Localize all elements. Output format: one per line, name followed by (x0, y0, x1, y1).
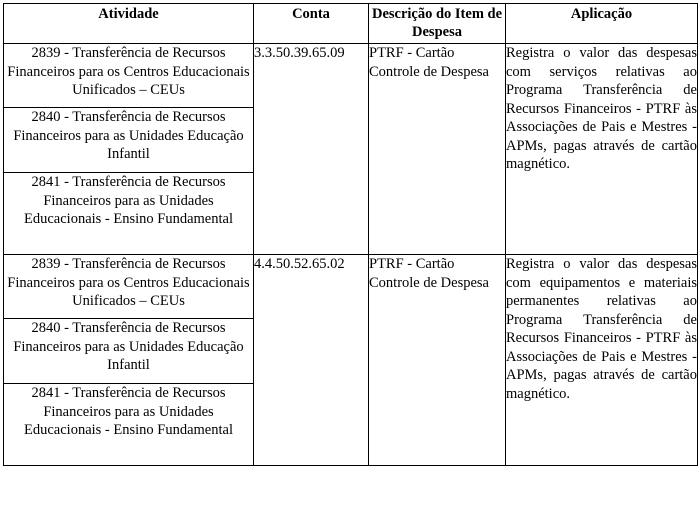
atividade-cell: 2839 - Transferência de Recursos Financeiros para os Centros Educacionais Unificados – CEUs (4, 44, 254, 108)
header-aplicacao: Aplicação (506, 4, 698, 44)
aplicacao-cell (506, 44, 698, 255)
budget-table (3, 3, 698, 466)
descricao-cell: PTRF - Cartão Controle de Despesa (369, 255, 506, 466)
atividade-cell: 2839 - Transferência de Recursos Financeiros para os Centros Educacionais Unificados – CEUs (4, 255, 254, 319)
header-conta: Conta (254, 4, 369, 44)
table-row (4, 44, 698, 108)
header-row (4, 4, 698, 44)
descricao-cell: PTRF - Cartão Controle de Despesa (369, 44, 506, 255)
table-row (4, 255, 698, 319)
atividade-cell: 2841 - Transferência de Recursos Financeiros para as Unidades Educacionais - Ensino Fundamental (4, 173, 254, 255)
conta-cell: 3.3.50.39.65.09 (254, 44, 369, 255)
atividade-cell: 2841 - Transferência de Recursos Financeiros para as Unidades Educacionais - Ensino Fundamental (4, 384, 254, 466)
aplicacao-cell (506, 255, 698, 466)
aplicacao-text: Registra o valor das despesas com serviços relativas ao Programa Transferência de Recursos Financeiros - PTRF às Associações de Pais e Mestres - APMs, pagas através de cartão magnético. (506, 45, 697, 172)
aplicacao-text: Registra o valor das despesas com equipamentos e materiais permanentes relativas ao Programa Transferência de Recursos Financeiros - PTRF às Associações de Pais e Mestres - APMs, pagas através de cartão magnético. (506, 256, 697, 402)
conta-cell: 4.4.50.52.65.02 (254, 255, 369, 466)
atividade-cell: 2840 - Transferência de Recursos Financeiros para as Unidades Educação Infantil (4, 108, 254, 173)
atividade-cell: 2840 - Transferência de Recursos Financeiros para as Unidades Educação Infantil (4, 319, 254, 384)
header-atividade: Atividade (4, 4, 254, 44)
header-descricao: Descrição do Item de Despesa (369, 4, 506, 44)
